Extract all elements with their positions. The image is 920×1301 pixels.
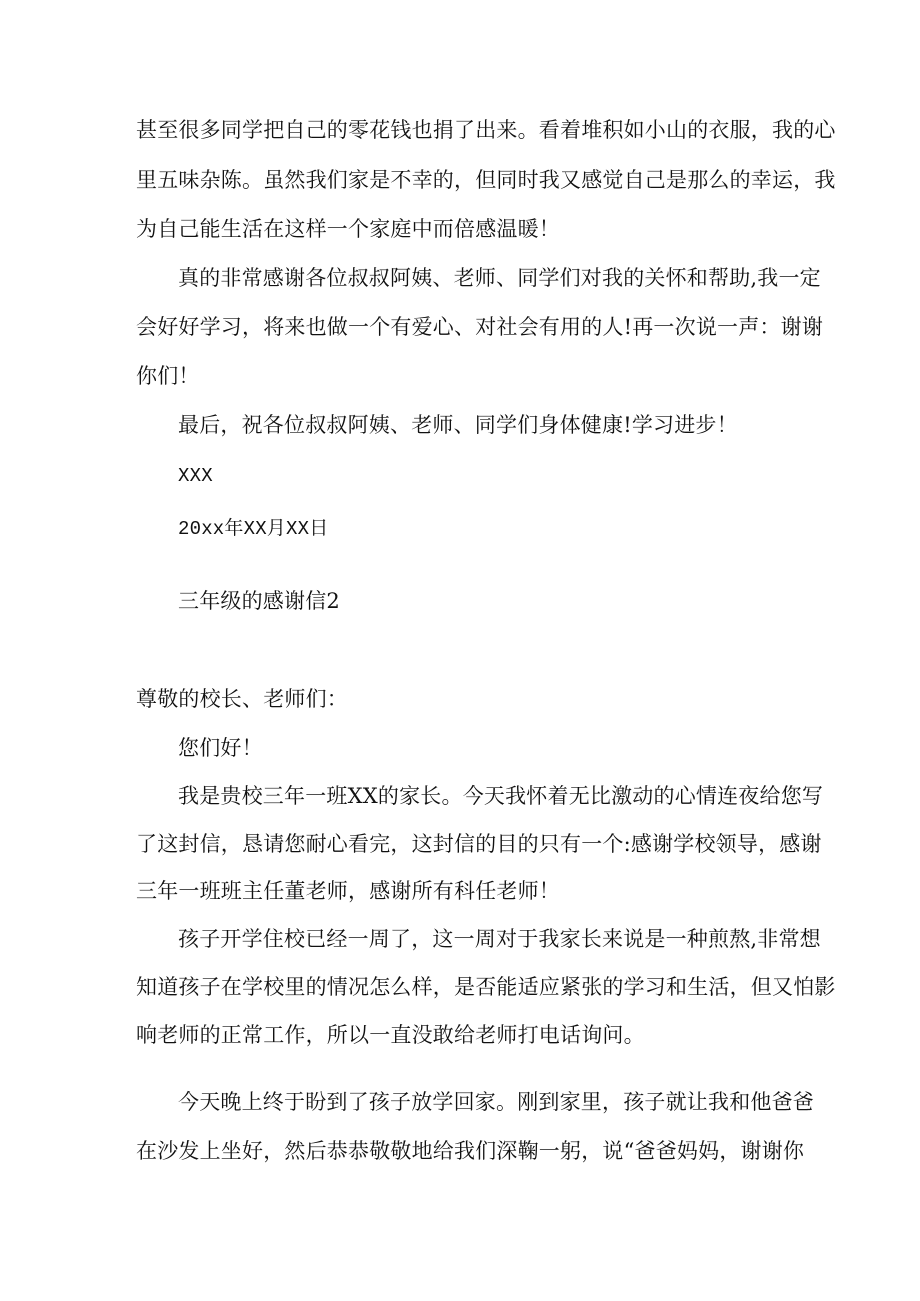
section-title: 三年级的感谢信2 xyxy=(178,589,340,613)
text-line: 你们！ xyxy=(136,364,200,388)
salutation: 尊敬的校长、老师们： xyxy=(136,687,348,711)
text-line: 知道孩子在学校里的情况怎么样，是否能适应紧张的学习和生活，但又怕影 xyxy=(136,975,836,999)
text-line: 响老师的正常工作，所以一直没敢给老师打电话询问。 xyxy=(136,1023,645,1047)
signature-name: XXX xyxy=(178,465,213,487)
text-line: 孩子开学住校已经一周了，这一周对于我家长来说是一种煎熬,非常想 xyxy=(178,927,821,951)
text-line: 三年一班班主任董老师，感谢所有科任老师！ xyxy=(136,879,560,903)
text-line: 里五味杂陈。虽然我们家是不幸的，但同时我又感觉自己是那么的幸运，我 xyxy=(136,168,836,192)
text-line: 最后，祝各位叔叔阿姨、老师、同学们身体健康!学习进步！ xyxy=(178,413,738,437)
text-line: 为自己能生活在这样一个家庭中而倍感温暖！ xyxy=(136,217,560,241)
text-line: 真的非常感谢各位叔叔阿姨、老师、同学们对我的关怀和帮助,我一定 xyxy=(178,266,821,290)
text-line: 在沙发上坐好，然后恭恭敬敬地给我们深鞠一躬，说“爸爸妈妈，谢谢你 xyxy=(136,1139,805,1163)
signature-date: 20xx年XX月XX日 xyxy=(178,518,329,540)
text-line: 了这封信，恳请您耐心看完，这封信的目的只有一个:感谢学校领导，感谢 xyxy=(136,832,822,856)
text-line: 今天晚上终于盼到了孩子放学回家。刚到家里，孩子就让我和他爸爸 xyxy=(178,1090,814,1114)
greeting: 您们好！ xyxy=(178,736,263,760)
text-line: 会好好学习，将来也做一个有爱心、对社会有用的人!再一次说一声：谢谢 xyxy=(136,315,824,339)
text-line: 我是贵校三年一班XX的家长。今天我怀着无比激动的心情连夜给您写 xyxy=(178,784,824,808)
text-line: 甚至很多同学把自己的零花钱也捐了出来。看着堆积如小山的衣服，我的心 xyxy=(136,118,836,142)
